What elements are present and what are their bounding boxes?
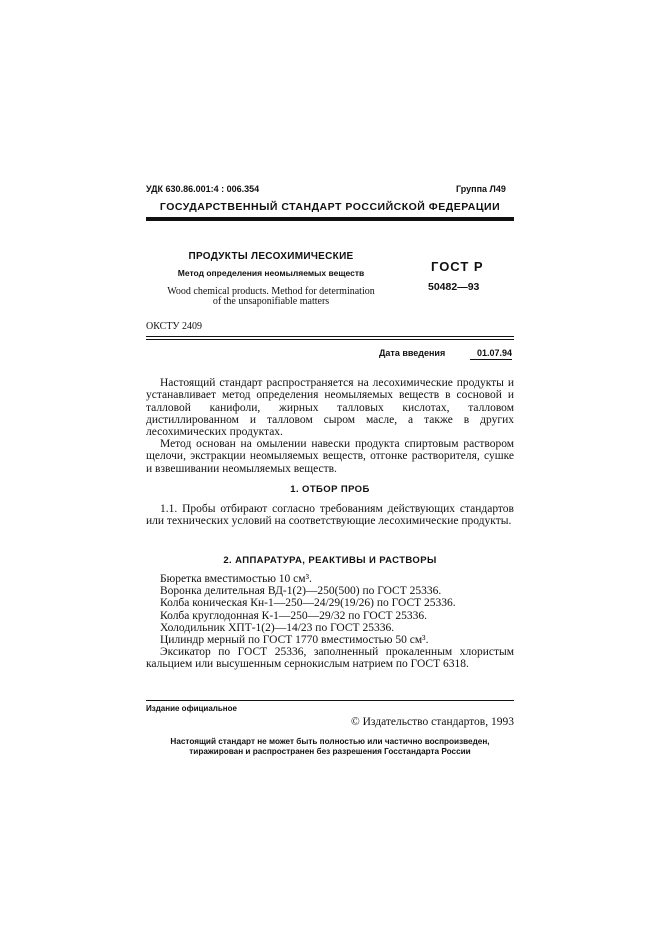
udk-code: УДК 630.86.001:4 : 006.354 [146,184,260,194]
gost-number: 50482—93 [428,281,480,293]
title-divider-bottom [146,339,514,340]
header-divider [146,217,514,221]
footer-divider [146,700,514,701]
section-1-heading: 1. ОТБОР ПРОБ [290,484,370,495]
method-title-en-line1: Wood chemical products. Method for determination [167,286,375,297]
intro-paragraph-1: Настоящий стандарт распространяется на лесохимические продукты и устанавливает метод определения неомыляемых веществ в сосновой и талловой канифоли, жирных талловых кислотах, талловом дистиллированном и талловом сыром масле, а также в других лесохимических продуктах. [146,377,514,439]
product-title: ПРОДУКТЫ ЛЕСОХИМИЧЕСКИЕ [188,251,354,262]
list-item: Бюретка вместимостью 10 см³. [160,573,312,585]
group-code: Группа Л49 [456,184,506,194]
copyright-notice: Настоящий стандарт не может быть полностью или частично воспроизведен, тиражирован и распространен без разрешения Госстандарта России [170,737,490,756]
list-item: Колба круглодонная К-1—250—29/32 по ГОСТ 25336. [160,609,428,622]
list-item: Воронка делительная ВД-1(2)—250(500) по ГОСТ 25336. [160,585,442,598]
section-1-text: 1.1. Пробы отбирают согласно требованиям действующих стандартов или технических условий на соответствующие лесохимические продукты. [146,503,514,528]
title-divider-top [146,336,514,337]
list-item: Цилиндр мерный по ГОСТ 1770 вместимостью 50 см³. [160,634,429,647]
list-item: Колба коническая Кн-1—250—24/29(19/26) по ГОСТ 25336. [160,597,456,610]
list-item: Холодильник ХПТ-1(2)—14/23 по ГОСТ 25336. [160,621,395,634]
desiccator-item: Эксикатор по ГОСТ 25336, заполненный прокаленным хлористым кальцием или высушенным сернокислым натрием по ГОСТ 6318. [146,646,514,671]
method-title-en [146,287,396,307]
method-title-ru: Метод определения неомыляемых веществ [177,268,365,278]
date-label: Дата введения [379,348,446,358]
okstu-code: ОКСТУ 2409 [146,321,203,332]
date-value: 01.07.94 [470,348,512,360]
publisher-copyright: © Издательство стандартов, 1993 [350,716,514,728]
official-edition-label: Издание официальное [146,704,237,713]
intro-paragraph-2: Метод основан на омылении навески продукта спиртовым раствором щелочи, экстракции неомыляемых веществ, отгонке растворителя, сушке и взвешивании неомыляемых веществ. [146,438,514,475]
method-title-en-line2: of the unsaponifiable matters [212,296,330,307]
state-standard-title: ГОСУДАРСТВЕННЫЙ СТАНДАРТ РОССИЙСКОЙ ФЕДЕРАЦИИ [159,201,501,213]
section-2-heading: 2. АППАРАТУРА, РЕАКТИВЫ И РАСТВОРЫ [223,555,437,566]
equipment-list [146,573,514,646]
gost-label: ГОСТ Р [431,259,484,274]
